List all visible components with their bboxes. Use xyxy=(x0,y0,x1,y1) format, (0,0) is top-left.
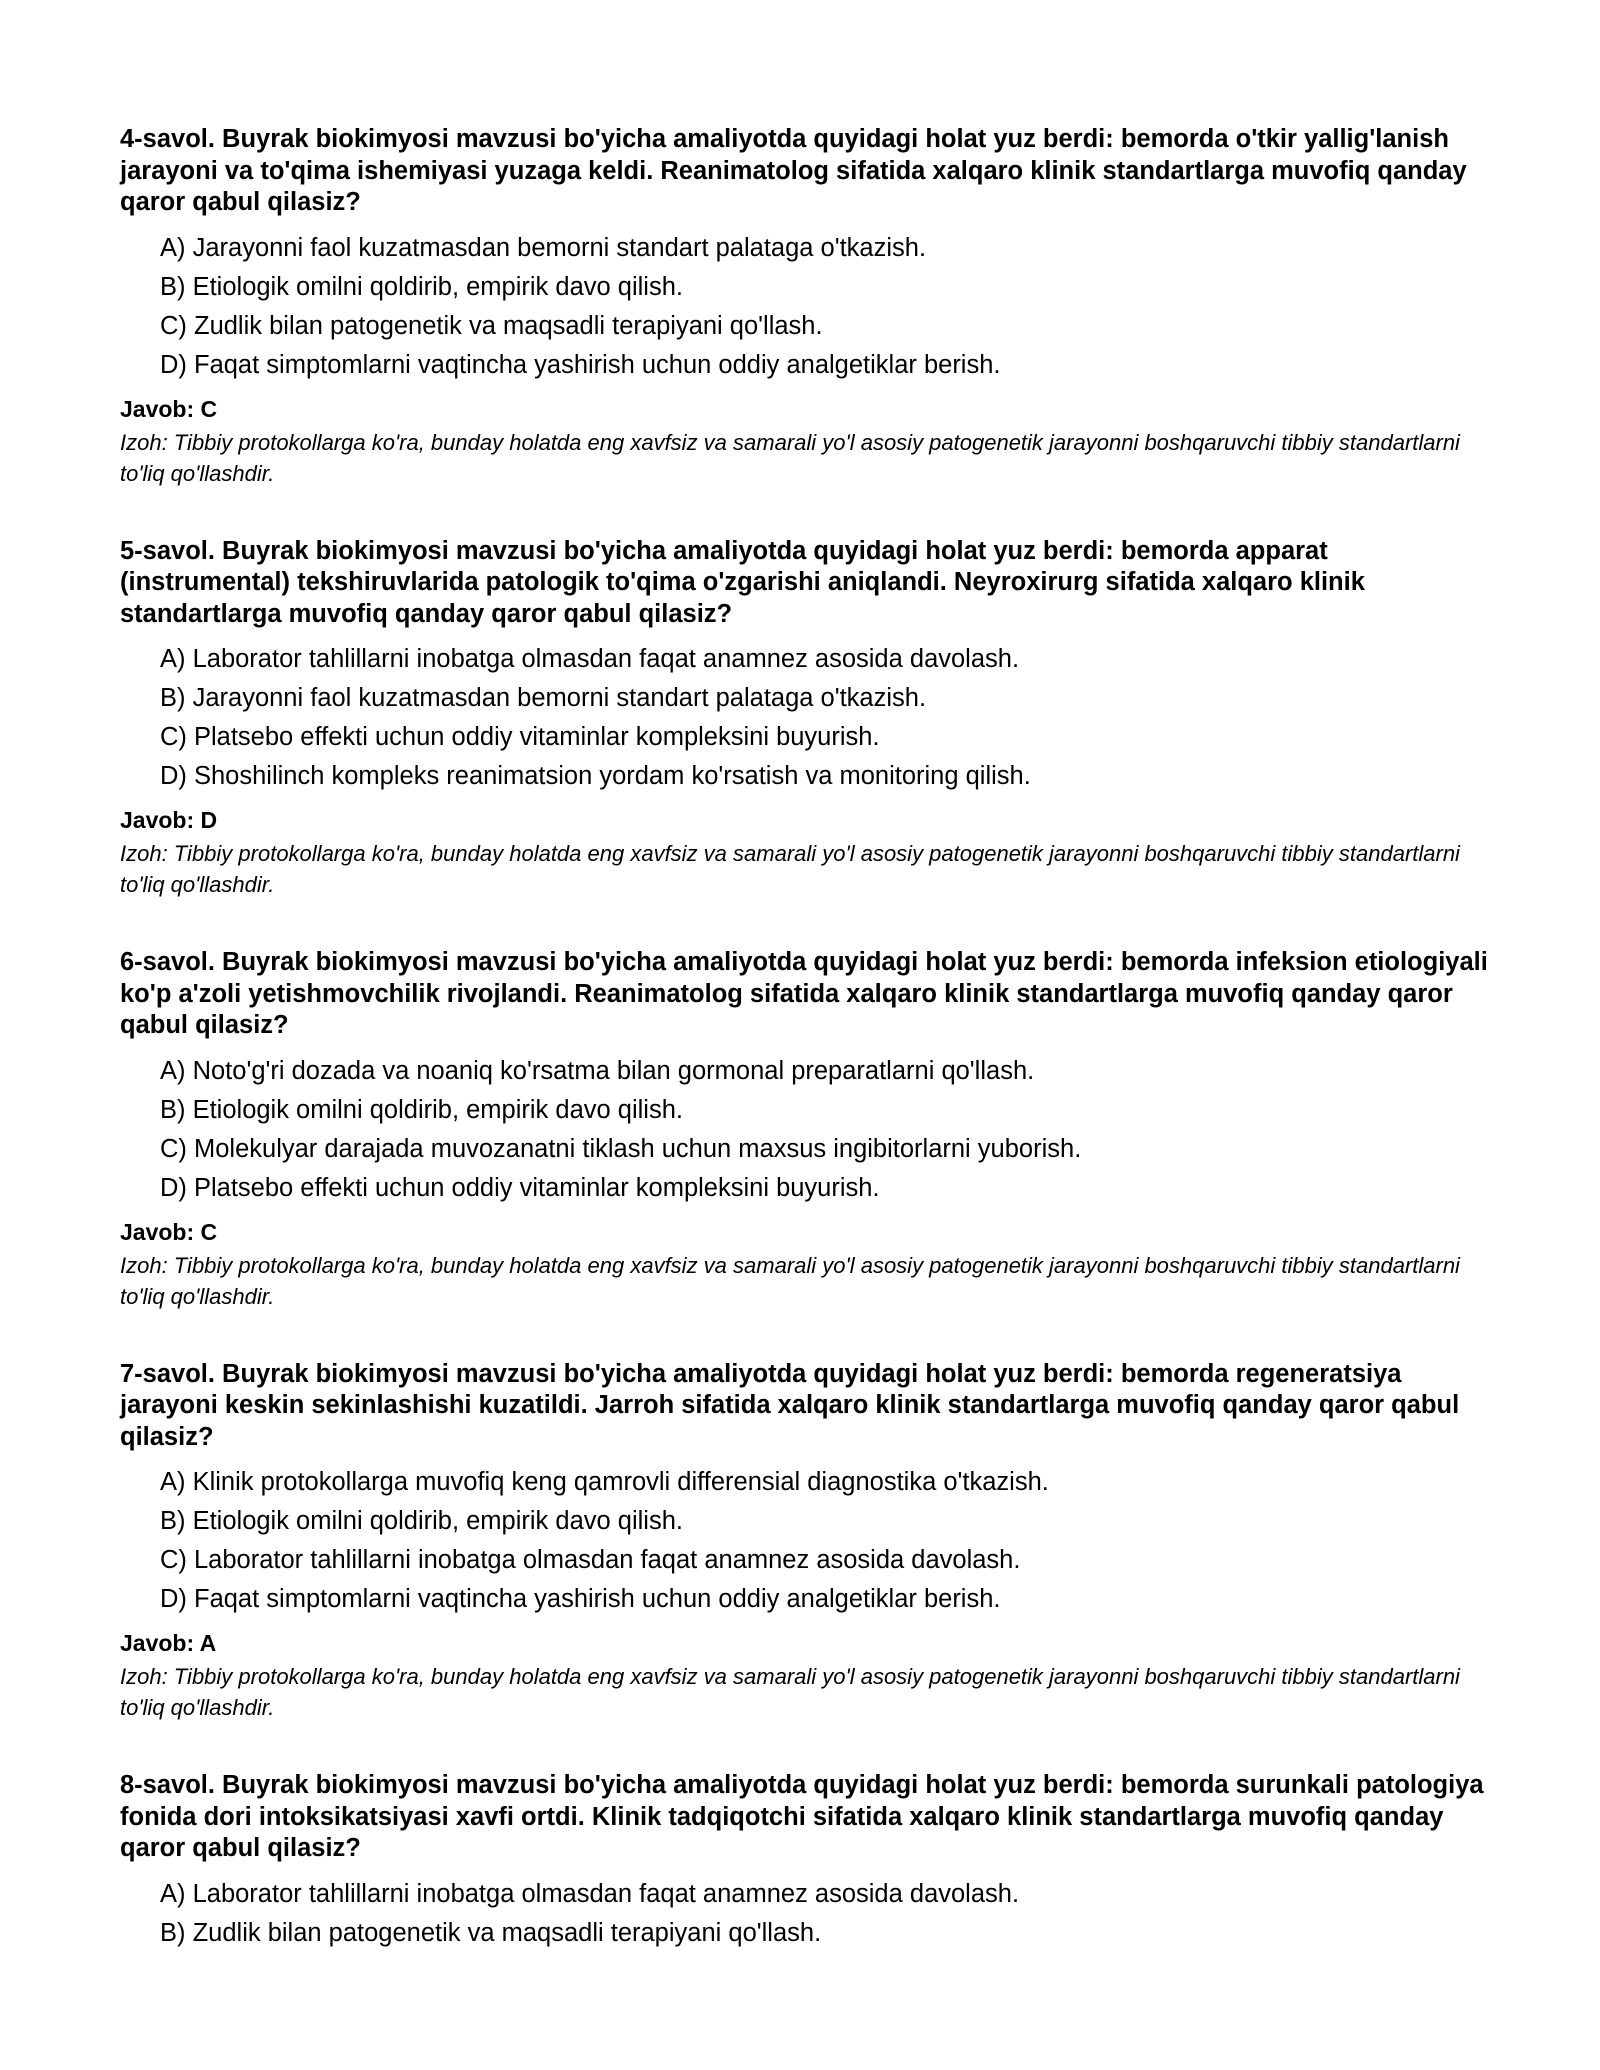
option-b: B) Etiologik omilni qoldirib, empirik davo qilish. xyxy=(160,1507,683,1535)
question-text: 6-savol. Buyrak biokimyosi mavzusi bo'yicha amaliyotda quyidagi holat yuz berdi: bemorda infeksion etiologiyali ko'p a'zoli yetishmovchilik rivojlandi. Reanimatolog sifatida xalqaro klinik standartlarga muvofiq qanday qaror qabul qilasiz? xyxy=(120,948,1488,1039)
question-text: 8-savol. Buyrak biokimyosi mavzusi bo'yicha amaliyotda quyidagi holat yuz berdi: bemorda surunkali patologiya fonida dori intoksikatsiyasi xavfi ortdi. Klinik tadqiqotchi sifatida xalqaro klinik standartlarga muvofiq qanday qaror qabul qilasiz? xyxy=(120,1771,1484,1862)
question-block xyxy=(120,1770,1500,1953)
correct-answer: Javob: A xyxy=(120,1630,217,1656)
question-block xyxy=(120,124,1500,489)
option-c: C) Laborator tahlillarni inobatga olmasdan faqat anamnez asosida davolash. xyxy=(160,1546,1021,1574)
option-c: C) Molekulyar darajada muvozanatni tiklash uchun maxsus ingibitorlarni yuborish. xyxy=(160,1134,1082,1163)
answer-options xyxy=(120,1052,1500,1208)
question-text: 7-savol. Buyrak biokimyosi mavzusi bo'yicha amaliyotda quyidagi holat yuz berdi: bemorda regeneratsiya jarayoni keskin sekinlashishi kuzatildi. Jarroh sifatida xalqaro klinik standartlarga muvofiq qanday qaror qabul qilasiz? xyxy=(120,1359,1460,1451)
correct-answer: Javob: C xyxy=(120,395,218,422)
question-text: 5-savol. Buyrak biokimyosi mavzusi bo'yicha amaliyotda quyidagi holat yuz berdi: bemorda apparat (instrumental) tekshiruvlarida patologik to'qima o'zgarishi aniqlandi. Neyroxirurg sifatida xalqaro klinik standartlarga muvofiq qanday qaror qabul qilasiz? xyxy=(120,536,1365,628)
option-a: A) Noto'g'ri dozada va noaniq ko'rsatma bilan gormonal preparatlarni qo'llash. xyxy=(160,1056,1035,1085)
option-b: B) Etiologik omilni qoldirib, empirik davo qilish. xyxy=(160,1095,683,1124)
option-a: A) Laborator tahlillarni inobatga olmasdan faqat anamnez asosida davolash. xyxy=(160,645,1020,673)
explanation-note: Izoh: Tibbiy protokollarga ko'ra, bunday holatda eng xavfsiz va samarali yo'l asosiy patogenetik jarayonni boshqaruvchi tibbiy standartlarni to'liq qo'llashdir. xyxy=(120,841,1460,897)
answer-options xyxy=(120,1875,1500,1953)
question-block xyxy=(120,536,1500,901)
option-c: C) Platsebo effekti uchun oddiy vitaminlar kompleksini buyurish. xyxy=(160,723,880,751)
question-block xyxy=(120,1359,1500,1724)
option-d: D) Faqat simptomlarni vaqtincha yashirish uchun oddiy analgetiklar berish. xyxy=(160,350,1001,379)
option-c: C) Zudlik bilan patogenetik va maqsadli terapiyani qo'llash. xyxy=(160,311,823,340)
answer-options xyxy=(120,229,1500,385)
option-b: B) Etiologik omilni qoldirib, empirik davo qilish. xyxy=(160,272,683,301)
option-a: A) Jarayonni faol kuzatmasdan bemorni standart palataga o'tkazish. xyxy=(160,233,927,262)
explanation-note: Izoh: Tibbiy protokollarga ko'ra, bunday holatda eng xavfsiz va samarali yo'l asosiy patogenetik jarayonni boshqaruvchi tibbiy standartlarni to'liq qo'llashdir. xyxy=(120,1664,1460,1720)
correct-answer: Javob: C xyxy=(120,1218,218,1245)
explanation-note: Izoh: Tibbiy protokollarga ko'ra, bunday holatda eng xavfsiz va samarali yo'l asosiy patogenetik jarayonni boshqaruvchi tibbiy standartlarni to'liq qo'llashdir. xyxy=(120,1252,1460,1309)
option-a: A) Klinik protokollarga muvofiq keng qamrovli differensial diagnostika o'tkazish. xyxy=(160,1468,1049,1496)
question-text: 4-savol. Buyrak biokimyosi mavzusi bo'yicha amaliyotda quyidagi holat yuz berdi: bemorda o'tkir yallig'lanish jarayoni va to'qima ishemiyasi yuzaga keldi. Reanimatolog sifatida xalqaro klinik standartlarga muvofiq qanday qaror qabul qilasiz? xyxy=(120,125,1467,216)
option-d: D) Faqat simptomlarni vaqtincha yashirish uchun oddiy analgetiklar berish. xyxy=(160,1585,1001,1613)
answer-options xyxy=(120,640,1500,796)
question-block xyxy=(120,947,1500,1312)
option-b: B) Zudlik bilan patogenetik va maqsadli terapiyani qo'llash. xyxy=(160,1918,822,1947)
correct-answer: Javob: D xyxy=(120,807,218,833)
document-body xyxy=(120,124,1500,2000)
option-a: A) Laborator tahlillarni inobatga olmasdan faqat anamnez asosida davolash. xyxy=(160,1879,1020,1908)
option-b: B) Jarayonni faol kuzatmasdan bemorni standart palataga o'tkazish. xyxy=(160,684,927,712)
option-d: D) Shoshilinch kompleks reanimatsion yordam ko'rsatish va monitoring qilish. xyxy=(160,762,1031,790)
option-d: D) Platsebo effekti uchun oddiy vitaminlar kompleksini buyurish. xyxy=(160,1173,880,1202)
answer-options xyxy=(120,1463,1500,1619)
explanation-note: Izoh: Tibbiy protokollarga ko'ra, bunday holatda eng xavfsiz va samarali yo'l asosiy patogenetik jarayonni boshqaruvchi tibbiy standartlarni to'liq qo'llashdir. xyxy=(120,429,1460,486)
